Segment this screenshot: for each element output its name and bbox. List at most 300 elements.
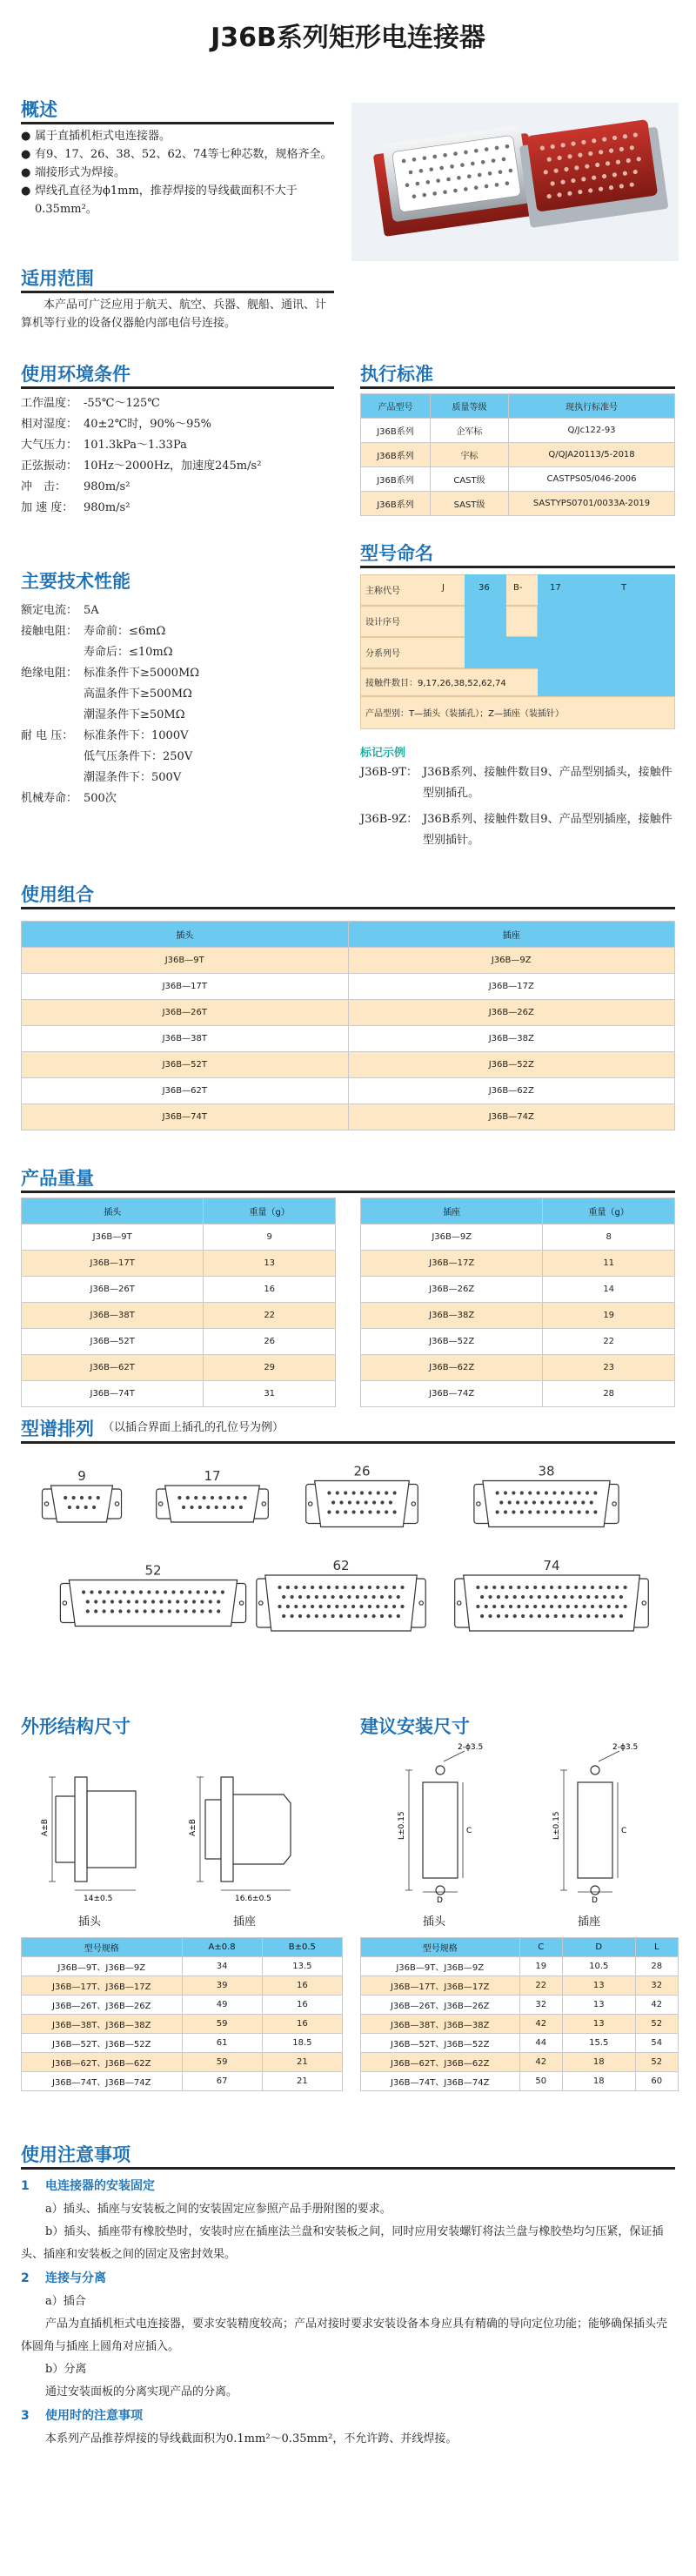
contact-pin [135, 1609, 138, 1613]
table-cell: 23 [543, 1355, 675, 1381]
contact-pin [388, 1595, 392, 1599]
table-cell: J36B—62Z [348, 1078, 675, 1104]
table-cell: 44 [519, 2034, 562, 2053]
contact-pin [176, 1600, 179, 1603]
mount-hole [642, 1601, 646, 1605]
mount-header: 型号规格 [361, 1938, 520, 1957]
perf-row: 高温条件下≥500MΩ [84, 688, 192, 701]
contact-pin [512, 1510, 515, 1513]
contact-pin [156, 1590, 159, 1593]
contact-pin [218, 1496, 222, 1499]
naming-label-series: 分系列号 [365, 649, 400, 659]
contact-pin [110, 1600, 114, 1603]
env-row: 冲 击： 980m/s² [21, 480, 130, 493]
naming-label-contacts: 接触件数目：9,17,26,38,52,62,74 [365, 679, 506, 688]
contact-pin [619, 1614, 623, 1618]
contact-pin [86, 1600, 90, 1603]
contact-pin [212, 1590, 216, 1593]
connector-shell [165, 1486, 260, 1522]
combo-header: 插头 [22, 922, 349, 948]
table-cell: J36B—26T [22, 1277, 204, 1303]
mount-heading: 建议安装尺寸 [360, 1716, 470, 1737]
contact-pin [106, 1590, 110, 1593]
contact-pin [554, 1614, 558, 1618]
contact-pin [533, 1586, 537, 1589]
contact-pin [537, 1510, 540, 1513]
contact-pin [339, 1500, 343, 1504]
table-cell: J36B—74T、J36B—74Z [22, 2072, 183, 2091]
contact-pin [171, 1590, 175, 1593]
contact-pin [352, 1491, 356, 1494]
contact-pin [590, 1500, 593, 1504]
contact-pin [365, 1500, 368, 1504]
standards-divider [360, 386, 675, 389]
contact-pin [380, 1500, 384, 1504]
contact-pin [244, 1496, 247, 1499]
env-params [21, 393, 334, 519]
contact-pin [209, 1609, 212, 1613]
plug-body [87, 1791, 136, 1868]
contact-pin [565, 1500, 568, 1504]
table-cell: 42 [519, 2053, 562, 2072]
contact-pin [197, 1590, 200, 1593]
contact-pin [380, 1614, 384, 1618]
table-cell: 61 [182, 2034, 262, 2053]
contact-pin [90, 1590, 93, 1593]
table-cell: J36B—9T、J36B—9Z [361, 1957, 520, 1976]
table-cell: 59 [182, 2053, 262, 2072]
layout-label: 9 [77, 1468, 86, 1484]
mount-hole [419, 1601, 423, 1605]
contact-pin [550, 1605, 553, 1608]
naming-example-heading: 标记示例 [360, 747, 406, 760]
contact-pin [331, 1500, 335, 1504]
contact-pin [200, 1609, 204, 1613]
contact-pin [291, 1614, 294, 1618]
contact-pin [516, 1500, 519, 1504]
table-cell: J36B系列 [361, 492, 431, 516]
weight-heading: 产品重量 [21, 1168, 94, 1189]
contact-pin [327, 1491, 331, 1494]
contact-pin [480, 1614, 484, 1618]
contact-pin [569, 1510, 572, 1513]
env-heading: 使用环境条件 [21, 364, 130, 385]
contact-pin [513, 1614, 517, 1618]
contact-pin [84, 1506, 88, 1509]
table-cell: J36B—52T、J36B—52Z [22, 2034, 183, 2053]
table-cell: 10.5 [562, 1957, 635, 1976]
table-cell: J36B—26T、J36B—26Z [22, 1996, 183, 2015]
contact-pin [80, 1496, 84, 1499]
table-cell: 22 [204, 1303, 336, 1329]
contact-pin [533, 1605, 537, 1608]
note-3-text: 本系列产品推荐焊接的导线截面积为0.1mm²～0.35mm²，不允许跨、并线焊接。 [45, 2432, 458, 2445]
contact-pin [517, 1605, 520, 1608]
contact-pin [392, 1586, 396, 1589]
weight-table-socket [360, 1197, 675, 1407]
contact-pin [194, 1496, 197, 1499]
contact-pin [528, 1510, 532, 1513]
contact-pin [532, 1500, 536, 1504]
table-cell: J36B系列 [361, 443, 431, 467]
layout-label: 38 [538, 1463, 555, 1479]
table-cell: J36B—38T、J36B—38Z [361, 2015, 520, 2034]
contact-pin [127, 1609, 130, 1613]
table-cell: 22 [519, 1976, 562, 1996]
mount-header: C [519, 1938, 562, 1957]
layout-label: 26 [353, 1463, 371, 1479]
contact-pin [339, 1614, 343, 1618]
table-cell: J36B—26Z [348, 1000, 675, 1026]
product-photo [351, 103, 679, 261]
contact-pin [227, 1496, 231, 1499]
outline-header: 型号规格 [22, 1938, 183, 1957]
contact-pin [315, 1595, 318, 1599]
socket-dim-a: A±B [189, 1819, 197, 1836]
contact-pin [545, 1510, 548, 1513]
contact-pin [282, 1595, 285, 1599]
contact-pin [344, 1510, 347, 1513]
contact-pin [603, 1595, 606, 1599]
table-cell: J36B—74Z [361, 1381, 543, 1407]
contact-pin [524, 1500, 527, 1504]
note-1a: a）插头、插座与安装板之间的安装固定应参照产品手册附图的要求。 [45, 2203, 392, 2216]
contact-pin [364, 1595, 367, 1599]
contact-pin [574, 1605, 578, 1608]
table-cell: 14 [543, 1277, 675, 1303]
notes-body [21, 2174, 675, 2451]
contact-pin [311, 1586, 314, 1589]
note-section-1: 1 电连接器的安装固定 [21, 2179, 155, 2193]
table-cell: J36B—62T、J36B—62Z [22, 2053, 183, 2072]
table-cell: 67 [182, 2072, 262, 2091]
table-cell: J36B—38T、J36B—38Z [22, 2015, 183, 2034]
mount-hole [477, 1502, 480, 1506]
contact-pin [311, 1605, 314, 1608]
table-cell: J36B—26Z [361, 1277, 543, 1303]
table-cell: J36B—9T [22, 1224, 204, 1251]
scope-text: 本产品可广泛应用于航天、航空、兵器、舰船、通讯、计算机等行业的设备仪器舱内部电信号连接。 [21, 299, 327, 330]
contact-pin [215, 1506, 218, 1509]
contact-pin [476, 1586, 479, 1589]
contact-pin [586, 1614, 590, 1618]
contact-pin [278, 1586, 281, 1589]
contact-pin [303, 1586, 306, 1589]
contact-pin [570, 1595, 573, 1599]
table-cell: J36B—17T [22, 1251, 204, 1277]
contact-pin [509, 1605, 512, 1608]
mount-hole [612, 1502, 616, 1506]
contact-pin [97, 1496, 100, 1499]
contact-pin [611, 1614, 614, 1618]
contact-pin [504, 1491, 507, 1494]
contact-pin [123, 1590, 126, 1593]
mount-hole [309, 1502, 312, 1506]
contact-pin [552, 1510, 556, 1513]
naming-col-17 [538, 574, 574, 696]
outline-header: A±0.8 [182, 1938, 262, 1957]
table-cell: J36B—17T、J36B—17Z [22, 1976, 183, 1996]
contact-pin [496, 1510, 499, 1513]
table-cell: 60 [635, 2072, 678, 2091]
contact-pin [538, 1614, 541, 1618]
contact-pin [593, 1510, 597, 1513]
combo-header: 插座 [348, 922, 675, 948]
table-cell: 59 [182, 2015, 262, 2034]
contact-pin [164, 1590, 167, 1593]
contact-pin [323, 1595, 326, 1599]
contact-pin [586, 1510, 589, 1513]
table-cell: 28 [543, 1381, 675, 1407]
contact-pin [573, 1500, 577, 1504]
naming-code-t: T [621, 583, 627, 593]
env-divider [21, 386, 334, 389]
naming-col-b [506, 637, 538, 668]
contact-pin [331, 1595, 335, 1599]
weight-header: 重量（g） [204, 1198, 336, 1224]
table-cell: J36B—9Z [348, 948, 675, 974]
perf-row: 额定电流： 5A [21, 604, 99, 617]
mount-hole [115, 1502, 118, 1506]
contact-pin [545, 1614, 549, 1618]
perf-row: 耐 电 压： 标准条件下：1000V [21, 729, 189, 742]
contact-pin [368, 1605, 371, 1608]
contact-pin [315, 1614, 318, 1618]
contact-pin [176, 1609, 179, 1613]
standards-header: 质量等级 [431, 394, 509, 419]
contact-pin [599, 1605, 602, 1608]
layout-diagrams [21, 1450, 675, 1685]
perf-params [21, 600, 334, 809]
table-cell: J36B—52T [22, 1052, 349, 1078]
note-2b-text: 通过安装面板的分离实现产品的分离。 [45, 2385, 238, 2398]
table-cell: SAST级 [431, 492, 509, 516]
contact-pin [190, 1506, 193, 1509]
naming-label-main: 主称代号 [365, 587, 400, 596]
table-cell: 19 [543, 1303, 675, 1329]
contact-pin [344, 1605, 347, 1608]
contact-pin [392, 1605, 396, 1608]
mount-plug-cutout [423, 1782, 458, 1878]
table-cell: J36B系列 [361, 419, 431, 443]
plug-dim-w: 14±0.5 [84, 1895, 113, 1903]
note-section-3: 3 使用时的注意事项 [21, 2409, 143, 2423]
contact-pin [583, 1586, 586, 1589]
contact-pin [359, 1586, 363, 1589]
contact-pin [92, 1506, 96, 1509]
contact-pin [569, 1491, 572, 1494]
table-cell: 21 [262, 2053, 342, 2072]
contact-pin [615, 1586, 619, 1589]
table-cell: 13.5 [262, 1957, 342, 1976]
overview-item: ● 属于直插机柜式电连接器。 [21, 130, 171, 143]
table-cell: 16 [204, 1277, 336, 1303]
naming-code-j: J [442, 583, 445, 593]
contact-pin [388, 1614, 392, 1618]
combo-divider [21, 907, 675, 909]
contact-pin [586, 1595, 590, 1599]
contact-pin [184, 1609, 188, 1613]
contact-pin [558, 1605, 561, 1608]
table-cell: 29 [204, 1355, 336, 1381]
table-cell: J36B—52Z [361, 1329, 543, 1355]
contact-pin [562, 1595, 566, 1599]
contact-pin [239, 1506, 243, 1509]
env-row: 相对湿度： 40±2℃时，90%～95% [21, 418, 212, 431]
contact-pin [574, 1586, 578, 1589]
contact-pin [291, 1595, 294, 1599]
contact-pin [512, 1491, 515, 1494]
contact-pin [566, 1586, 570, 1589]
contact-pin [517, 1586, 520, 1589]
contact-pin [286, 1586, 290, 1589]
table-cell: 企军标 [431, 419, 509, 443]
table-cell: 11 [543, 1251, 675, 1277]
contact-pin [492, 1586, 496, 1589]
perf-row: 接触电阻： 寿命前：≤6mΩ [21, 625, 166, 638]
contact-pin [607, 1605, 611, 1608]
contact-pin [380, 1595, 384, 1599]
contact-pin [376, 1605, 379, 1608]
table-cell: 16 [262, 2015, 342, 2034]
contact-pin [377, 1510, 380, 1513]
table-cell: 34 [182, 1957, 262, 1976]
contact-pin [356, 1500, 359, 1504]
naming-code-36: 36 [478, 583, 490, 593]
contact-pin [144, 1600, 147, 1603]
env-row: 加 速 度： 980m/s² [21, 501, 130, 514]
connector-shell [315, 1481, 410, 1527]
contact-pin [586, 1491, 589, 1494]
contact-pin [603, 1614, 606, 1618]
page-title: J36B系列矩形电连接器 [211, 23, 485, 53]
contact-pin [76, 1506, 79, 1509]
socket-rear [205, 1800, 221, 1859]
contact-pin [318, 1605, 322, 1608]
contact-pin [144, 1609, 147, 1613]
table-cell: 22 [543, 1329, 675, 1355]
contact-pin [360, 1491, 364, 1494]
contact-pin [624, 1605, 627, 1608]
table-cell: J36B—62T [22, 1355, 204, 1381]
contact-pin [509, 1586, 512, 1589]
mount-header: L [635, 1938, 678, 1957]
contact-pin [327, 1605, 331, 1608]
env-row: 工作温度： -55℃～125℃ [21, 397, 160, 410]
table-cell: J36B—74T、J36B—74Z [361, 2072, 520, 2091]
contact-pin [335, 1605, 338, 1608]
mount-socket-label: 插座 [578, 1915, 601, 1929]
contact-pin [103, 1609, 106, 1613]
outline-socket-label: 插座 [233, 1915, 257, 1929]
contact-pin [278, 1605, 281, 1608]
contact-pin [525, 1586, 529, 1589]
outline-drawings [21, 1742, 343, 1904]
mount-header: D [562, 1938, 635, 1957]
table-cell: 13 [562, 1976, 635, 1996]
table-cell: J36B—9Z [361, 1224, 543, 1251]
naming-heading: 型号命名 [360, 543, 433, 564]
contact-pin [583, 1605, 586, 1608]
contact-pin [537, 1491, 540, 1494]
contact-pin [393, 1510, 397, 1513]
contact-pin [529, 1595, 532, 1599]
contact-pin [558, 1586, 561, 1589]
contact-pin [400, 1586, 404, 1589]
contact-pin [139, 1590, 143, 1593]
table-cell: Q/Jc122-93 [509, 419, 675, 443]
contact-pin [545, 1491, 548, 1494]
contact-pin [368, 1491, 371, 1494]
contact-pin [298, 1614, 302, 1618]
contact-pin [578, 1491, 581, 1494]
contact-pin [159, 1600, 163, 1603]
contact-pin [499, 1500, 503, 1504]
contact-pin [504, 1510, 507, 1513]
note-2b: b）分离 [45, 2363, 87, 2376]
contact-pin [180, 1590, 184, 1593]
contact-pin [198, 1506, 202, 1509]
mount-hole [458, 1601, 461, 1605]
contact-pin [562, 1614, 566, 1618]
contact-pin [578, 1510, 581, 1513]
notes-heading: 使用注意事项 [21, 2144, 130, 2165]
connector-shell [265, 1575, 417, 1631]
contact-pin [217, 1600, 220, 1603]
contact-pin [186, 1496, 190, 1499]
contact-pin [118, 1609, 122, 1613]
contact-pin [372, 1595, 376, 1599]
table-cell: 13 [562, 1996, 635, 2015]
mount-socket-cutout [578, 1782, 612, 1878]
table-cell: 21 [262, 2072, 342, 2091]
contact-pin [203, 1496, 206, 1499]
contact-pin [359, 1605, 363, 1608]
contact-pin [497, 1595, 500, 1599]
contact-pin [485, 1605, 488, 1608]
contact-pin [529, 1614, 532, 1618]
socket-flange [221, 1777, 233, 1882]
table-cell: J36B—62Z [361, 1355, 543, 1381]
table-cell: 16 [262, 1996, 342, 2015]
table-cell: J36B—38T [22, 1026, 349, 1052]
contact-pin [323, 1614, 326, 1618]
mount-dim-d-plug: D [437, 1896, 443, 1904]
plug-rear [56, 1796, 75, 1862]
table-cell: 18 [562, 2053, 635, 2072]
contact-pin [542, 1586, 545, 1589]
note-2a: a）插合 [45, 2295, 86, 2308]
contact-pin [135, 1600, 138, 1603]
table-cell: 26 [204, 1329, 336, 1355]
perf-row: 低气压条件下：250V [84, 750, 193, 763]
contact-pin [372, 1614, 376, 1618]
contact-pin [72, 1496, 76, 1499]
contact-pin [182, 1506, 185, 1509]
table-cell: J36B系列 [361, 467, 431, 492]
scope-heading: 适用范围 [21, 268, 94, 289]
weight-header: 插头 [22, 1198, 204, 1224]
contact-pin [492, 1605, 496, 1608]
table-cell: J36B—38Z [348, 1026, 675, 1052]
contact-pin [624, 1586, 627, 1589]
scope-divider [21, 291, 334, 293]
mount-dim-l-plug: L±0.15 [398, 1811, 406, 1840]
socket-body [233, 1794, 291, 1864]
note-section-2: 2 连接与分离 [21, 2271, 106, 2285]
mount-drawings [360, 1742, 679, 1904]
layout-divider [21, 1441, 675, 1444]
